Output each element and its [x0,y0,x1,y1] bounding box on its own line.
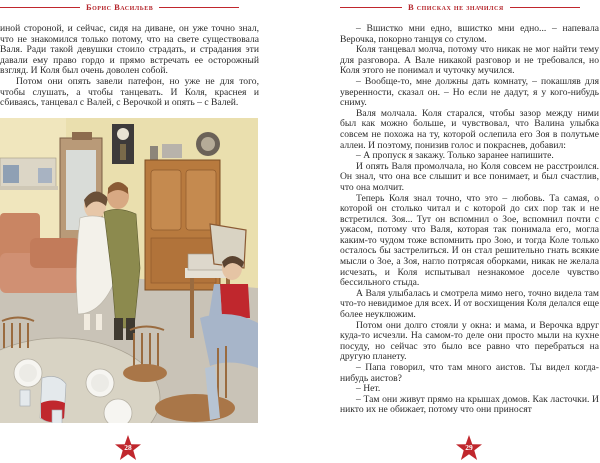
left-page [0,0,260,463]
paragraph: Коля танцевал молча, потому что никак не мог найти тему для разговора. А Вале никакой разговор и не требовался, но Коля этого не понимал и чуточку мучился. [340,44,599,77]
header-rule [159,7,239,8]
paragraph: – Вшистко мни едно, вшистко мни едно... – напевала Верочка, покорно танцуя со стулом. [340,23,599,45]
paragraph: Теперь Коля знал точно, что это – любовь. Та самая, о которой он столько читал и с которой до сих пор так и не встретился. Зоя... Тут он вспомнил о Зое, вспомнил почти с ужасом, потому что Валя, которая так понимала его, могла каким-то чудом тоже вспомнить про Зою, и тогда Коле только осталось бы застрелиться. И он стал решительно гнать всякие мысли о Зое, а Зоя, нагло потрясая оборками, никак не желала исчезать, и Коля испытывал незнакомое доселе чувство бессильного стыда. [340,192,599,289]
paragraph: – Папа говорил, что там много аистов. Ты видел когда-нибудь аистов? [340,362,599,384]
header-rule [340,7,402,8]
body-text [340,24,599,416]
header-rule [510,7,580,8]
illustration-dancing-scene [0,118,258,423]
paragraph: – Вообще-то, мне должны дать комнату, – покашляв для уверенности, сказал он. – Но если не дадут, я у кого-нибудь сниму. [340,75,599,109]
right-page [340,0,600,463]
header-rule [0,7,80,8]
page-number-badge [455,434,483,462]
paragraph: – Нет. [356,383,381,395]
body-text [0,24,259,109]
page-number-badge [114,434,142,462]
paragraph: А Валя улыбалась и смотрела мимо него, точно видела там что-то невидимое для всех. И от восхищения Коля делался еще более неуклюжим. [340,287,600,321]
paragraph: Потом они долго стояли у окна: и мама, и Верочка вдруг куда-то исчезли. На самом-то деле они просто мыли на кухне посуду, но сейчас это было все равно что перебраться на другую планету. [340,319,599,363]
running-head-title [340,0,600,14]
paragraph: И опять Валя промолчала, но Коля совсем не расстроился. Он знал, что она все слышит и все понимает, и был счастлив, что она молчит. [340,160,599,193]
paragraph: Валя молчала. Коля старался, чтобы зазор между ними был как можно больше, и чувствовал, что Валина улыбка совсем не похожа на ту, которой ослепила его Зоя в полутьме аллеи. И поэтому, понизив голос и покраснев, добавил: [340,107,599,151]
paragraph: – А пропуск я закажу. Только заранее напишите. [356,150,554,162]
page-number: 29 [465,443,473,452]
paragraph: – Там они живут прямо на крышах домов. Как ласточки. И никто их не обижает, потому что они приносят [340,393,599,416]
running-head-author [0,0,258,14]
paragraph: Потом они опять завели патефон, но уже не для того, чтобы слушать, а чтобы танцевать. И Коля, краснея и сбиваясь, танцевал с Валей, с Верочкой и опять – с Валей. [0,75,259,109]
book-title: В списках не значился [408,2,504,12]
paragraph: иной стороной, и сейчас, сидя на диване, он уже точно знал, что не знакомился только потому, что на свете существовала Валя. Ради такой девушки стоило страдать, и страдания эти давали ему право гордо и прямо встречать ее осторожный взгляд. И Коля был очень доволен собой. [0,23,259,77]
page-number: 28 [124,443,132,452]
author-name: Борис Васильев [86,2,154,12]
